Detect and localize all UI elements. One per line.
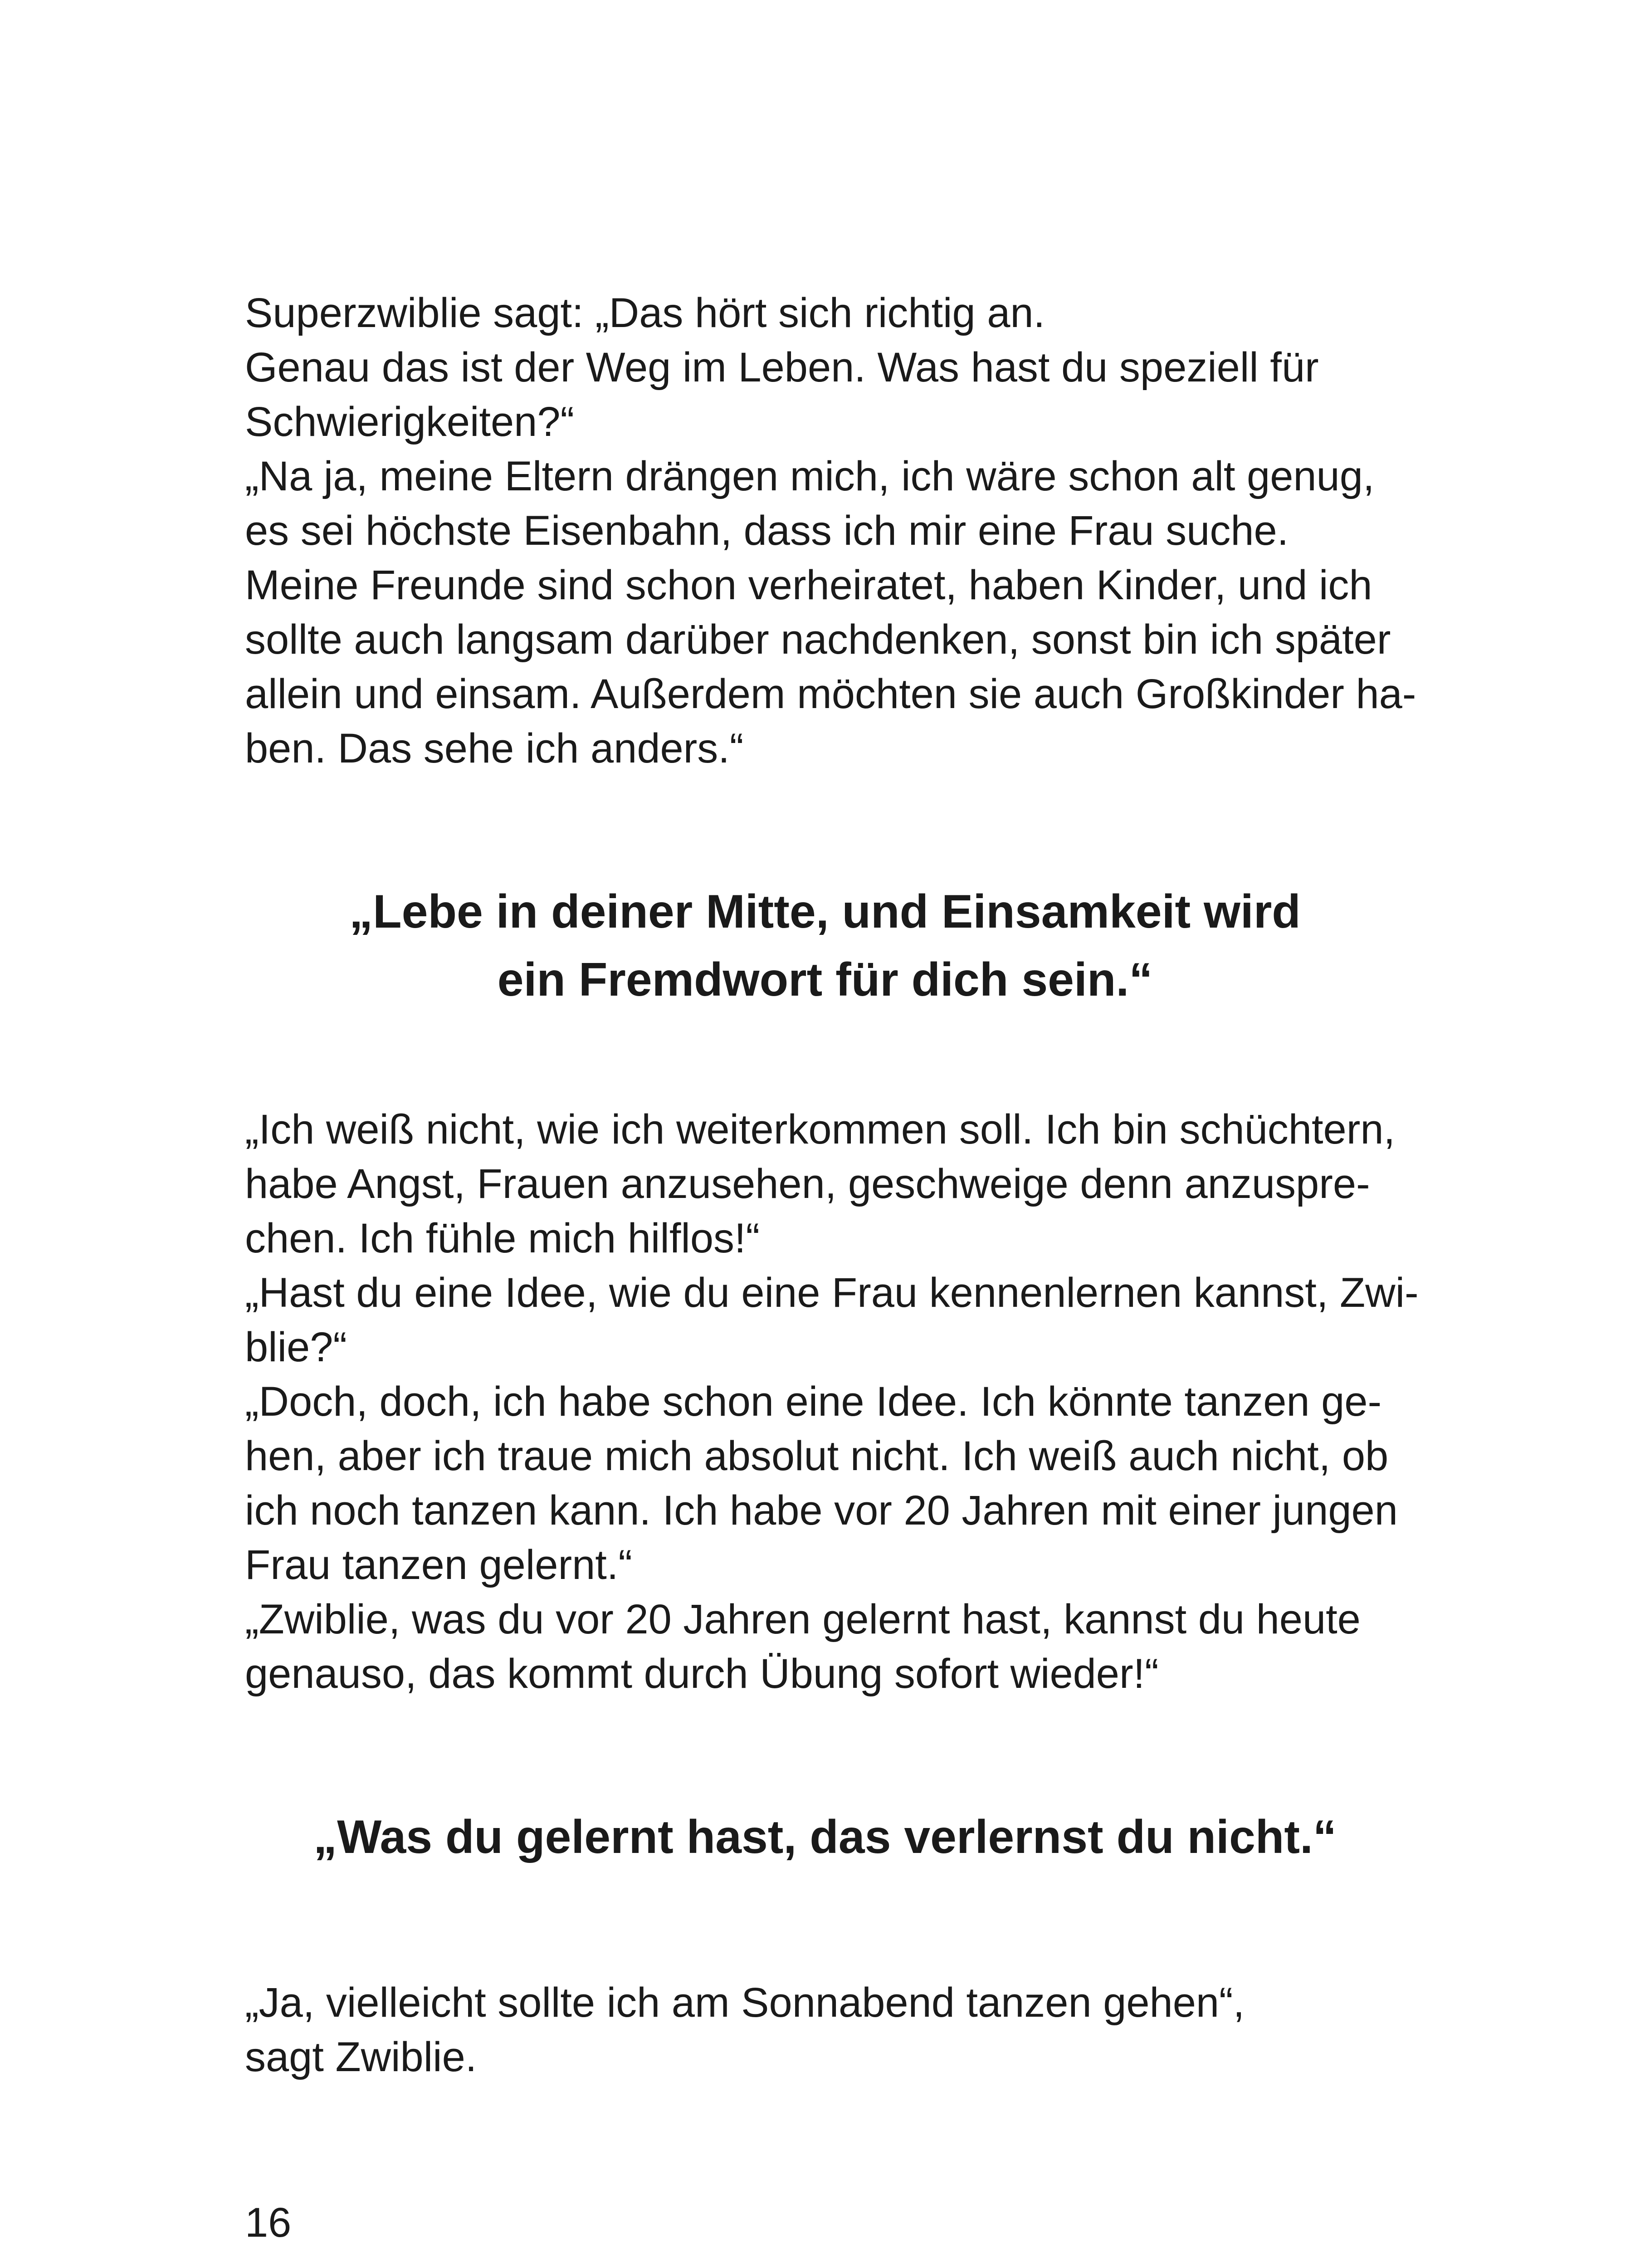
text-line: Meine Freunde sind schon verheiratet, haben Kinder, und ich (245, 562, 1372, 608)
text-line: sollte auch langsam darüber nachdenken, sonst bin ich später (245, 616, 1391, 663)
paragraph-dialogue-2 (245, 1102, 1424, 1701)
text-line: hen, aber ich traue mich absolut nicht. Ich weiß auch nicht, ob (245, 1433, 1389, 1479)
text-line: Frau tanzen gelernt.“ (245, 1542, 633, 1588)
text-line: „Ich weiß nicht, wie ich weiterkommen soll. Ich bin schüchtern, (245, 1106, 1396, 1153)
text-line: sagt Zwiblie. (245, 2034, 477, 2080)
highlighted-quote-2 (0, 1803, 1650, 1871)
text-line: genauso, das kommt durch Übung sofort wieder!“ (245, 1651, 1159, 1697)
quote-line: ein Fremdwort für dich sein.“ (497, 953, 1153, 1006)
text-line: ben. Das sehe ich anders.“ (245, 725, 744, 772)
text-line: Superzwiblie sagt: „Das hört sich richtig an. (245, 290, 1045, 336)
text-line: „Hast du eine Idee, wie du eine Frau kennenlernen kannst, Zwi- (245, 1270, 1419, 1316)
text-line: blie?“ (245, 1324, 347, 1370)
text-line: „Ja, vielleicht sollte ich am Sonnabend tanzen gehen“, (245, 1980, 1245, 2026)
text-line: Genau das ist der Weg im Leben. Was hast du speziell für (245, 344, 1319, 391)
text-line: ich noch tanzen kann. Ich habe vor 20 Jahren mit einer jungen (245, 1487, 1398, 1534)
highlighted-quote-1 (0, 878, 1650, 1014)
text-line: Schwierigkeiten?“ (245, 399, 575, 445)
paragraph-dialogue-3 (245, 1975, 1424, 2084)
text-line: „Na ja, meine Eltern drängen mich, ich wäre schon alt genug, (245, 453, 1375, 499)
text-line: es sei höchste Eisenbahn, dass ich mir eine Frau suche. (245, 508, 1289, 554)
text-line: „Zwiblie, was du vor 20 Jahren gelernt hast, kannst du heute (245, 1596, 1361, 1642)
text-line: chen. Ich fühle mich hilflos!“ (245, 1215, 760, 1261)
text-line: „Doch, doch, ich habe schon eine Idee. Ich könnte tanzen ge- (245, 1378, 1382, 1425)
quote-line: „Lebe in deiner Mitte, und Einsamkeit wird (349, 885, 1301, 938)
paragraph-dialogue-1 (245, 286, 1424, 776)
text-line: habe Angst, Frauen anzusehen, geschweige denn anzuspre- (245, 1161, 1370, 1207)
quote-line: „Was du gelernt hast, das verlernst du nicht.“ (313, 1811, 1337, 1863)
page-number: 16 (245, 2200, 292, 2246)
text-line: allein und einsam. Außerdem möchten sie auch Großkinder ha- (245, 671, 1416, 717)
